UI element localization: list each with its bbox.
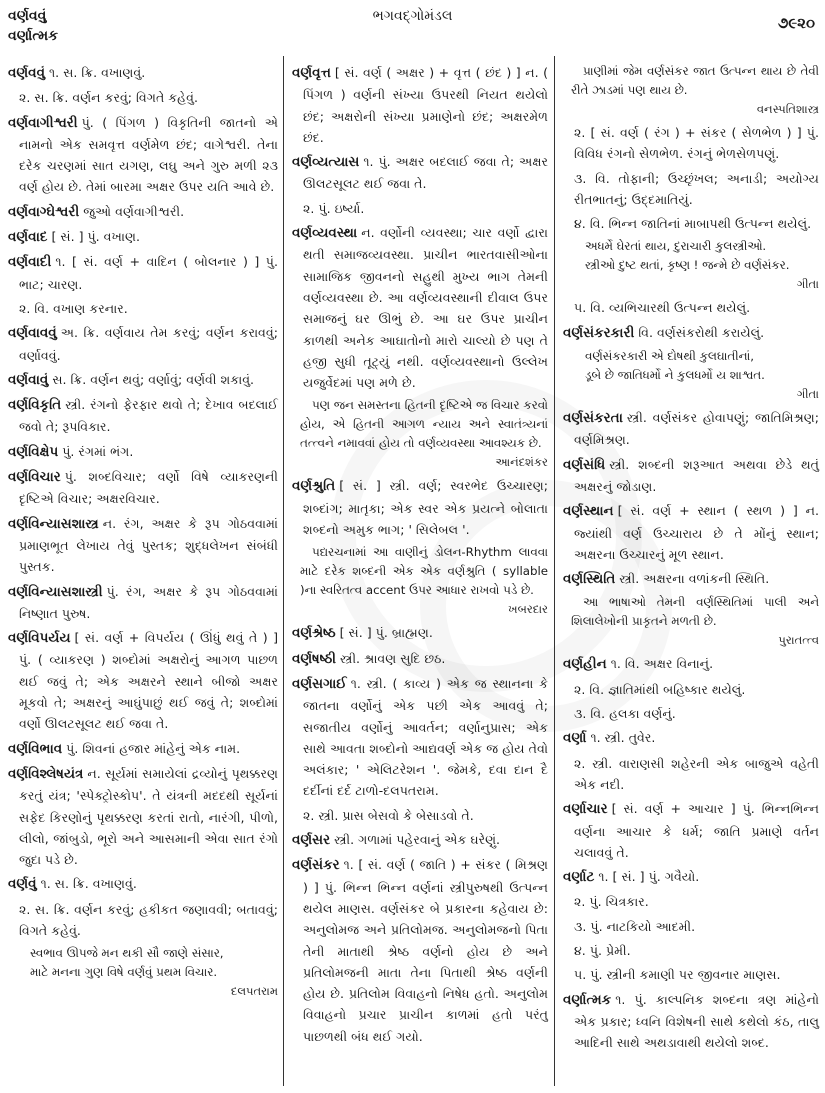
citation-quote (8, 944, 278, 1001)
sub-sense: ૨. વિ. જ્ઞાતિમાંથી બહિષ્કાર થયેલું. (574, 681, 746, 697)
headword: વર્ણવિભાવ (8, 740, 63, 757)
definition: ૧. પું. કાલ્પનિક શબ્દના ત્રણ માંહેનો એક પ્રકાર; ધ્વનિ વિશેષની સાથે કથેલો કંઠ, તાલુ આદિની સાથે અથડાવાથી થયેલો શબ્દ. (574, 991, 819, 1051)
definition: ૧. સ્ત્રી. ( કાવ્ય ) એક જ સ્થાનના કે જાતના વર્ણોનું એક પછી એક આવવું તે; સજાતીય વર્ણોનું આવર્તન; વર્ણાનુપ્રાસ; એક સાથે આવતા શબ્દોનો આદ્યવર્ણ એક જ હોય તેવો અલંકાર; ' એલિટરેશન '. જેમકે, દવા દાન દૈ દર્દીનાં દર્દ ટાળો-દલપતરામ. (303, 675, 548, 799)
sub-sense: ૨. પું. ઇર્ષ્યા. (303, 200, 365, 216)
definition: પું. ( પિંગળ ) વિકૃતિની જાતનો એ નામનો એક સમવૃત્ત વર્ણમેળ છંદ; વાગેશ્વરી. તેના દરેક ચરણમાં સાત યગણ, લઘુ અને ગુરુ મળી ૨૩ વર્ણ હોય છે. તેમાં બારમા અક્ષર ઉપર યતિ આવે છે. (19, 114, 278, 195)
definition: [ સં. ] સ્ત્રી. વર્ણ; સ્વરભેદ ઉચ્ચારણ; શબ્દાંગ; માતૃકા; એક સ્વર એક પ્રયત્ને બોલાતા શબ્દનો અમુક ભાગ; ' સિલેબલ '. (303, 478, 548, 538)
dictionary-entry (292, 222, 548, 393)
dictionary-entry (8, 62, 278, 84)
definition: [ સં. વર્ણ ( અક્ષર ) + વૃત્ત ( છંદ ) ] ન. ( પિંગળ ) વર્ણની સંખ્યા ઉપરથી નિયત થયેલો છંદ; અક્ષરોની સંખ્યા પ્રમાણેનો છંદ; અક્ષરમેળ છંદ. (303, 65, 548, 145)
dictionary-entry (563, 653, 819, 675)
headword: વર્ણવૃત્ત (292, 65, 331, 81)
dictionary-entry (8, 369, 278, 391)
headword: વર્ણાત્મક (563, 991, 612, 1008)
dictionary-entry (8, 873, 278, 895)
definition: ૧. [ સં. ] પું. ગવૈયો. (598, 869, 700, 885)
dictionary-entry (8, 394, 278, 438)
headword: વર્ણવાગ્ઘેશ્વરી (8, 203, 80, 220)
definition: ૧. પું. અક્ષર બદલાઈ જવા તે; અક્ષર ઊલટસૂલટ થઈ જવા તે. (303, 154, 548, 192)
dictionary-entry (292, 854, 548, 1047)
headword: વર્ણવાદ (8, 229, 48, 246)
citation-quote (563, 593, 819, 650)
dictionary-entry (8, 738, 278, 760)
column-divider (283, 56, 284, 1086)
citation-source: ગીતા (796, 277, 819, 292)
dictionary-entry (292, 62, 548, 148)
definition: પું. રંગમાં ભંગ. (62, 443, 134, 459)
quote-line: અધર્મે ઘેરતાં થાય, દુરાચારી કુલસ્ત્રીઓ. (585, 239, 767, 254)
dictionary-entry (292, 622, 548, 644)
sub-sense: ૨. વિ. વખાણ કરનાર. (19, 300, 128, 316)
headword: વર્ણષષ્ઠી (292, 650, 337, 667)
dictionary-entry (563, 866, 819, 888)
column-1 (8, 62, 278, 1004)
headword: વર્ણસંકરકારી (563, 324, 635, 341)
headword: વર્ણવાવવું (8, 325, 57, 342)
sub-sense: ૨. સ. ક્રિ. વર્ણન કરવું; હકીકત જણાવવી; બતાવવું; વિગતે કહેવું. (19, 901, 278, 938)
headword: વર્ણવિન્યાસશાસ્ત્રી (8, 583, 103, 600)
definition: સ. ક્રિ. વર્ણન થવું; વર્ણાવું; વર્ણવી શકાવું. (52, 371, 255, 387)
citation-quote (563, 347, 819, 404)
definition: ૧. વિ. અક્ષર વિનાનું. (610, 656, 714, 672)
sub-sense: ૫. વિ. વ્યભિચારથી ઉત્પન્ન થયેલું. (574, 300, 751, 316)
quote-line: સ્વભાવ ઊપજે મન થકી સૌ જાણે સંસાર, (30, 946, 224, 961)
headword: વર્ણસંધિ (563, 456, 606, 473)
headword: વર્ણવિપર્યય (8, 630, 71, 647)
dictionary-entry (8, 322, 278, 366)
guide-word-first: વર્ણવવું (8, 8, 47, 24)
sub-sense: ૨. સ્ત્રી. વારાણસી શહેરની એક બાજુએ વહેતી એક નદી. (574, 755, 819, 792)
citation-source: ગીતા (796, 387, 819, 402)
definition: ન. રંગ, અક્ષર કે રૂપ ગોઠવવામાં પ્રમાણભૂત લેખાય તેવું પુસ્તક; શુદ્ધલેખન સંબંધી પુસ્તક. (19, 515, 278, 575)
dictionary-entry (292, 648, 548, 670)
definition: સ્ત્રી. અક્ષરના વળાંકની સ્થિતિ. (619, 571, 770, 587)
definition: ૧. [ સં. વર્ણ ( જાતિ ) + સંકર ( મિશ્રણ ) ] પું. ભિન્ન ભિન્ન વર્ણનાં સ્ત્રીપુરુષથી ઉત્પન્ન થયેલ માણસ. વર્ણસંકર બે પ્રકારના કહેવાય છે: અનુલોમજ અને પ્રતિલોમજ. અનુલોમજનો પિતા તેની માતાથી શ્રેષ્ઠ વર્ણનો હોય છે અને પ્રતિલોમજની માતા તેના પિતાથી શ્રેષ્ઠ વર્ણની હોય છે. પ્રતિલોમ વિવાહનો નિષેધ હતો. અનુલોમ વિવાહનો પ્રચાર પ્રાચીન કાળમાં હતો પરંતુ પાછળથી બંધ થઈ ગયો. (303, 857, 548, 1044)
quote-line: ડૂબે છે જાતિધર્મો ને કુલધર્મો ય શાશ્વત. (585, 368, 765, 383)
citation-source: પુરાતત્ત્વ (778, 633, 819, 648)
citation-quote (563, 237, 819, 294)
headword: વર્ણસંકર (292, 857, 340, 874)
headword: વર્ણાચાર (563, 801, 608, 818)
quote-line: પણ જન સમસ્તના હિતની દૃષ્ટિએ જ વિચાર કરવો હોય, એ હિતની આગળ ન્યાય અને સ્વાતંત્ર્યનાં તત્ત્વને નમાવવાં હોય તો વર્ણવ્યવસ્થા આવશ્યક છે. (300, 398, 548, 451)
headword: વર્ણસગાઈ (292, 675, 347, 692)
headword: વર્ણવિશ્લેષયંત્ર (8, 765, 84, 782)
definition: જુઓ વર્ણવાગીશ્વરી. (83, 203, 185, 219)
definition: [ સં. વર્ણ + સ્થાન ( સ્થળ ) ] ન. જ્યાંથી વર્ણ ઉચ્ચારાય છે તે મોંનું સ્થાન; અક્ષરના ઉચ્ચારનું મૂળ સ્થાન. (574, 503, 819, 562)
dictionary-entry (8, 466, 278, 510)
dictionary-entry (8, 581, 278, 625)
dictionary-entry (563, 407, 819, 451)
definition: [ સં. વર્ણ + વિપર્યય ( ઊંધું થવું તે ) ] પું. ( વ્યાકરણ ) શબ્દોમાં અક્ષરોનું આગળ પાછળ થઈ જવું તે; એક અક્ષરને સ્થાને બીજો અક્ષર મૂકવો તે; અક્ષરનું આઘુંપાછું થઈ જવું તે; શબ્દોમાં વર્ણો ઊલટસૂલટ થઈ જવા તે. (19, 630, 278, 732)
quote-line: માટે મનના ગુણ વિષે વર્ણવું પ્રથમ વિચાર. (30, 965, 218, 980)
quote-line: પદ્યરચનામાં આ વાણીનું ડોલન-Rhythm લાવવા માટે દરેક શબ્દની એક એક વર્ણશ્રુતિ ( syllable )ના સ્વરિતત્વ accent ઉપર આધાર રાખવો પડે છે. (300, 545, 548, 598)
headword: વર્ણવવું (8, 65, 46, 81)
citation-quote (292, 543, 548, 619)
citation-source: વનસ્પતિશાસ્ત્ર (756, 102, 819, 116)
page-number: ૭૯૨૦ (777, 14, 815, 32)
book-title: ભગવદ્ગોમંડલ (372, 8, 453, 24)
headword: વર્ણસ્થિતિ (563, 571, 616, 588)
dictionary-entry (563, 568, 819, 590)
headword: વર્ણવું (8, 876, 37, 893)
headword: વર્ણવિચાર (8, 469, 61, 486)
headword: વર્ણવાવું (8, 371, 49, 388)
sub-sense: ૫. પું. સ્ત્રીની કમાણી પર જીવનાર માણસ. (574, 967, 781, 983)
dictionary-entry (563, 500, 819, 565)
headword: વર્ણસંકરતા (563, 410, 623, 427)
dictionary-entry (292, 673, 548, 802)
definition: પું. શબ્દવિચાર; વર્ણો વિષે વ્યાકરણની દૃષ્ટિએ વિચાર; અક્ષરવિચાર. (19, 469, 278, 507)
column-2 (292, 62, 548, 1050)
headword: વર્ણસ્થાન (563, 503, 614, 520)
sub-sense: ૨. સ્ત્રી. પ્રાસ બેસવો કે બેસાડવો તે. (303, 807, 474, 823)
definition: સ્ત્રી. ગળામાં પહેરવાનું એક ઘરેણું. (334, 832, 501, 848)
definition: અ. ક્રિ. વર્ણવાય તેમ કરવું; વર્ણન કરાવવું; વર્ણાવવું. (19, 325, 278, 363)
definition: પું. શિવનાં હજાર માંહેનું એક નામ. (66, 740, 241, 756)
definition: ૧. સ. ક્રિ. વખાણવું. (40, 876, 137, 892)
dictionary-entry (8, 251, 278, 295)
sub-sense: ૨. પું. ચિત્રકાર. (574, 894, 649, 910)
dictionary-entry (292, 829, 548, 851)
sub-sense: ૨. [ સં. વર્ણ ( રંગ ) + સંકર ( સેળભેળ ) ] પું. વિવિધ રંગનો સેળભેળ. રંગનું ભેળસેળપણું. (574, 125, 819, 162)
definition: ન. વર્ણોની વ્યવસ્થા; ચાર વર્ણો દ્વારા થતી સમાજવ્યવસ્થા. પ્રાચીન ભારતવાસીઓના સામાજિક જીવનનો સહુથી મુખ્ય ભાગ તેમની વર્ણવ્યવસ્થા છે. આ વર્ણવ્યવસ્થાની દીવાલ ઉપર સમાજનું ઘર ઊભું છે. આ ઘર ઉપર પ્રાચીન કાળથી અનેક આઘાતોનો મારો ચાલ્યો છે પણ તે હજી સુધી તૂટ્યું નથી. વર્ણવ્યવસ્થાનો ઉલ્લેખ યજુર્વેદમાં પણ મળે છે. (303, 225, 548, 391)
citation-source: ખબરદાર (508, 602, 548, 617)
definition: [ સં. વર્ણ + આચાર ] પું. ભિન્નભિન્ન વર્ણના આચાર કે ધર્મ; જાતિ પ્રમાણે વર્તન ચલાવવું તે. (574, 801, 819, 860)
citation-source: આનંદશંકર (495, 455, 548, 470)
definition: સ્ત્રી. વર્ણસંકર હોવાપણું; જાતિમિશ્રણ; વર્ણમિશ્રણ. (574, 410, 819, 448)
dictionary-entry (563, 454, 819, 498)
definition: ૧. [ સં. વર્ણ + વાદિન ( બોલનાર ) ] પું. ભાટ; ચારણ. (19, 254, 278, 292)
dictionary-entry (8, 763, 278, 870)
headword: વર્ણહીન (563, 656, 607, 673)
dictionary-entry (8, 513, 278, 578)
headword: વર્ણવ્યવસ્થા (292, 225, 358, 242)
headword: વર્ણવિન્યાસશાસ્ત્ર (8, 515, 99, 532)
quote-line: વર્ણસંકરકારી એ દોષથી કુલઘાતીનાં, (585, 349, 755, 364)
headword: વર્ણા (563, 730, 587, 747)
dictionary-entry (8, 627, 278, 734)
dictionary-entry (8, 201, 278, 223)
citation-quote (292, 396, 548, 472)
definition: ૧. સ. ક્રિ. વખાણવું. (49, 65, 146, 80)
headword: વર્ણવ્યત્યાસ (292, 154, 360, 171)
definition: ૧. સ્ત્રી. તુવેર. (590, 730, 656, 746)
definition: વિ. વર્ણસંકરોથી કરાયેલું. (638, 324, 765, 340)
sub-sense: ૨. સ. ક્રિ. વર્ણન કરવું; વિગતે કહેવું. (19, 90, 198, 106)
definition: પું. રંગ, અક્ષર કે રૂપ ગોઠવવામાં નિષ્ણાત પુરુષ. (19, 583, 278, 621)
column-3 (563, 62, 819, 1057)
dictionary-entry (8, 226, 278, 248)
definition: સ્ત્રી. રંગનો ફેરફાર થવો તે; દેખાવ બદલાઈ જવો તે; રૂપવિકાર. (19, 397, 278, 435)
definition: [ સં. ] પું. વખાણ. (51, 229, 140, 245)
sub-sense: ૪. વિ. ભિન્ન જાતિનાં માબાપથી ઉત્પન્ન થયેલું. (574, 216, 812, 232)
sub-sense: ૩. વિ. તોફાની; ઉચ્છૃંખલ; અનાડી; અયોગ્ય રીતભાતનું; ઉદ્દમાતિયું. (574, 170, 819, 207)
citation-quote (563, 62, 819, 119)
dictionary-entry (563, 727, 819, 749)
quote-line: સ્ત્રીઓ દુષ્ટ થતાં, કૃષ્ણ ! જન્મે છે વર્ણસંકર. (585, 258, 790, 273)
headword: વર્ણવિક્ષેપ (8, 443, 59, 460)
dictionary-entry (292, 475, 548, 540)
definition: સ્ત્રી. શબ્દની શરૂઆત અથવા છેડે થતું અક્ષરનું જોડાણ. (574, 456, 819, 494)
dictionary-entry (8, 112, 278, 198)
definition: સ્ત્રી. શ્રાવણ સુદિ છઠ. (340, 650, 446, 666)
column-divider (554, 56, 555, 1086)
sub-sense: ૩. પું. નાટકિયો આદમી. (574, 918, 696, 934)
headword: વર્ણશ્રુતિ (292, 478, 336, 495)
dictionary-entry (563, 798, 819, 863)
dictionary-entry (563, 322, 819, 344)
headword: વર્ણસર (292, 832, 331, 849)
headword: વર્ણવિકૃતિ (8, 397, 62, 414)
guide-word-last: વર્ણાત્મક (8, 28, 58, 44)
headword: વર્ણવાદી (8, 254, 52, 271)
definition: [ સં. ] પું. બ્રાહ્મણ. (339, 625, 433, 641)
headword: વર્ણશ્રેષ્ઠ (292, 625, 336, 642)
dictionary-entry (292, 151, 548, 195)
dictionary-entry (8, 441, 278, 463)
headword: વર્ણાટ (563, 869, 595, 886)
quote-line: આ ભાષાઓ તેમની વર્ણસ્થિતિમાં પાલી અને શિલાલેખોની પ્રાકૃતને મળતી છે. (571, 595, 819, 629)
quote-line: પ્રાણીમાં જેમ વર્ણસંકર જાત ઉત્પન્ન થાય છે તેવી રીતે ઝાડમાં પણ થાય છે. (571, 64, 819, 97)
dictionary-entry (563, 989, 819, 1054)
sub-sense: ૪. પું. પ્રેમી. (574, 943, 631, 959)
definition: ન. સૂર્યમાં સમાયેલાં દ્રવ્યોનું પૃથક્કરણ કરતું યંત્ર; 'સ્પેક્ટ્રોસ્કોપ'. તે યંત્રની મદદથી સૂર્યનાં સફેદ કિરણોનું પૃથક્કરણ કરતાં રાતો, નારંગી, પીળો, લીલો, જાંબુડો, ભૂરો અને આસમાની એવા સાત રંગો જુદા પડે છે. (19, 765, 278, 868)
sub-sense: ૩. વિ. હલકા વર્ણનું. (574, 706, 676, 722)
citation-source: દલપતરામ (230, 984, 278, 999)
headword: વર્ણવાગીશ્વરી (8, 114, 78, 131)
